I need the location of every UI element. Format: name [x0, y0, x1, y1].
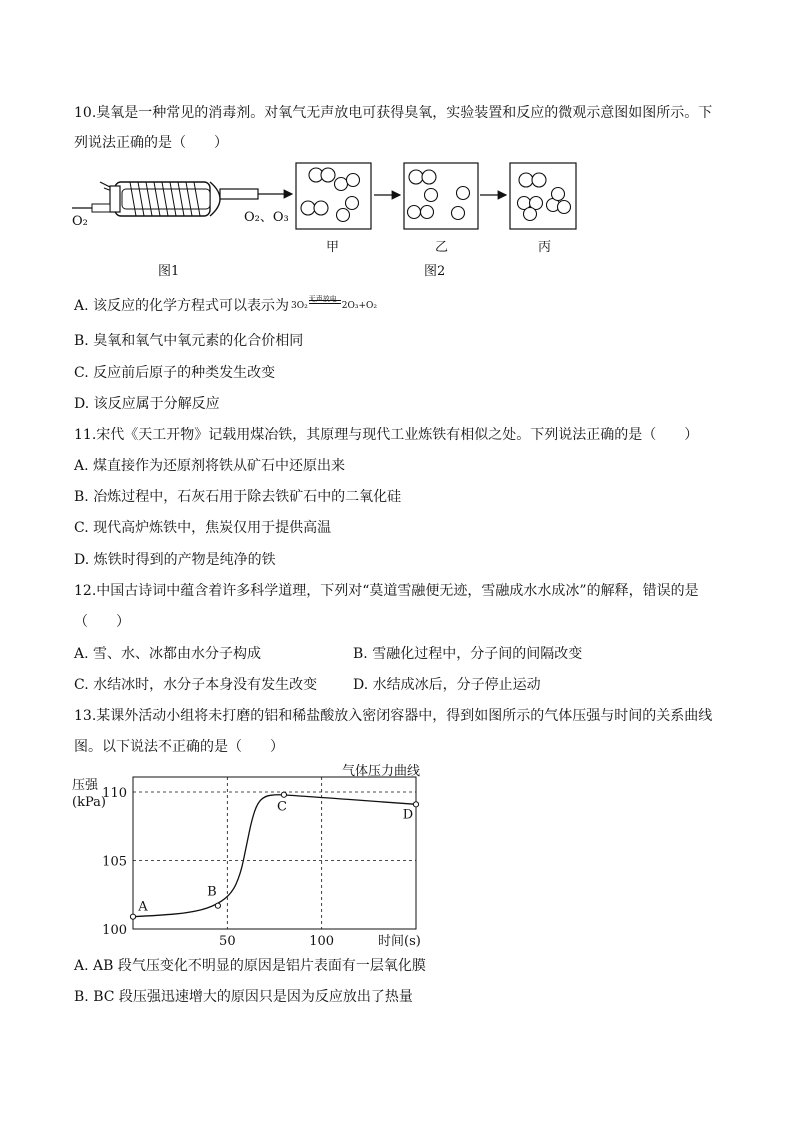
point-label-C: C	[276, 799, 287, 815]
y-tick-label: 100	[102, 923, 127, 938]
pressure-curve	[133, 795, 416, 917]
y-tick-label: 110	[102, 786, 127, 801]
q12-option-c: C. 水结冰时，水分子本身没有发生改变	[74, 677, 318, 693]
fig1-caption: 图1	[158, 264, 180, 279]
point-B	[215, 903, 220, 908]
y-axis-label-line2: (kPa)	[72, 795, 106, 810]
q10-option-a	[74, 296, 377, 316]
q11-option-a: A. 煤直接作为还原剂将铁从矿石中还原出来	[74, 458, 346, 474]
y-tick-label: 105	[102, 854, 127, 870]
point-label-D: D	[402, 807, 414, 823]
q13-option-a: A. AB 段气压变化不明显的原因是铝片表面有一层氧化膜	[74, 958, 426, 974]
q12-option-b: B. 雪融化过程中，分子间的间隔改变	[353, 646, 583, 662]
q10-option-a-equation	[291, 296, 377, 316]
q11-option-b: B. 冶炼过程中，石灰石用于除去铁矿石中的二氧化硅	[74, 489, 402, 505]
chart-title: 气体压力曲线	[341, 764, 420, 779]
point-A	[130, 914, 135, 919]
q13-stem-line1: 13.某课外活动小组将未打磨的铝和稀盐酸放入密闭容器中，得到如图所示的气体压强与时间的关系曲线	[74, 708, 713, 724]
q12-stem-line2: （ ）	[74, 614, 130, 630]
plot-frame	[133, 777, 416, 929]
q13-stem-line2: 图。以下说法不正确的是（ ）	[74, 739, 284, 755]
q10-stem-line2: 列说法正确的是（ ）	[74, 135, 228, 151]
q12-option-d: D. 水结成冰后，分子停止运动	[353, 677, 541, 693]
x-tick-label: 50	[219, 934, 236, 949]
box-label-bing: 丙	[538, 240, 552, 255]
fig1-outlet-label: O₂、O₃	[244, 210, 289, 225]
pressure-time-chart	[60, 755, 430, 955]
q10-option-a-text: A. 该反应的化学方程式可以表示为	[74, 298, 290, 314]
q11-option-d: D. 炼铁时得到的产物是纯净的铁	[74, 552, 276, 568]
q13-option-b: B. BC 段压强迅速增大的原因只是因为反应放出了热量	[74, 989, 413, 1005]
q10-option-c: C. 反应前后原子的种类发生改变	[74, 365, 276, 381]
y-axis-label-line1: 压强	[72, 778, 99, 793]
eq-lhs: 3O₂	[291, 301, 308, 311]
q12-option-a: A. 雪、水、冰都由水分子构成	[74, 646, 262, 662]
box-label-jia: 甲	[326, 240, 340, 255]
point-C	[281, 792, 286, 797]
x-tick-label: 100	[309, 934, 335, 949]
box-label-yi: 乙	[435, 240, 449, 255]
q12-stem-line1: 12.中国古诗词中蕴含着许多科学道理，下列对“莫道雪融便无迹，雪融成水水成冰”的解释，错误的是	[74, 583, 699, 599]
point-label-A: A	[138, 899, 148, 915]
molecule-diagram	[294, 160, 584, 235]
eq-rhs: 2O₃+O₂	[341, 301, 377, 311]
q10-option-d: D. 该反应属于分解反应	[74, 396, 220, 412]
fig2-caption: 图2	[424, 264, 446, 279]
x-axis-label: 时间(s)	[378, 934, 421, 949]
box-bing	[510, 163, 576, 229]
q11-stem: 11.宋代《天工开物》记载用煤冶铁，其原理与现代工业炼铁有相似之处。下列说法正确的是（ ）	[74, 427, 699, 443]
q10-stem-line1: 10.臭氧是一种常见的消毒剂。对氧气无声放电可获得臭氧，实验装置和反应的微观示意图如图所示。下	[74, 105, 713, 121]
eq-condition: 无声放电	[308, 295, 337, 303]
fig1-inlet-label: O₂	[72, 214, 88, 229]
ozone-generator-figure	[70, 160, 300, 240]
q11-option-c: C. 现代高炉炼铁中，焦炭仅用于提供高温	[74, 520, 332, 536]
q10-option-b: B. 臭氧和氧气中氧元素的化合价相同	[74, 333, 304, 349]
point-D	[413, 802, 418, 807]
point-label-B: B	[207, 884, 217, 900]
